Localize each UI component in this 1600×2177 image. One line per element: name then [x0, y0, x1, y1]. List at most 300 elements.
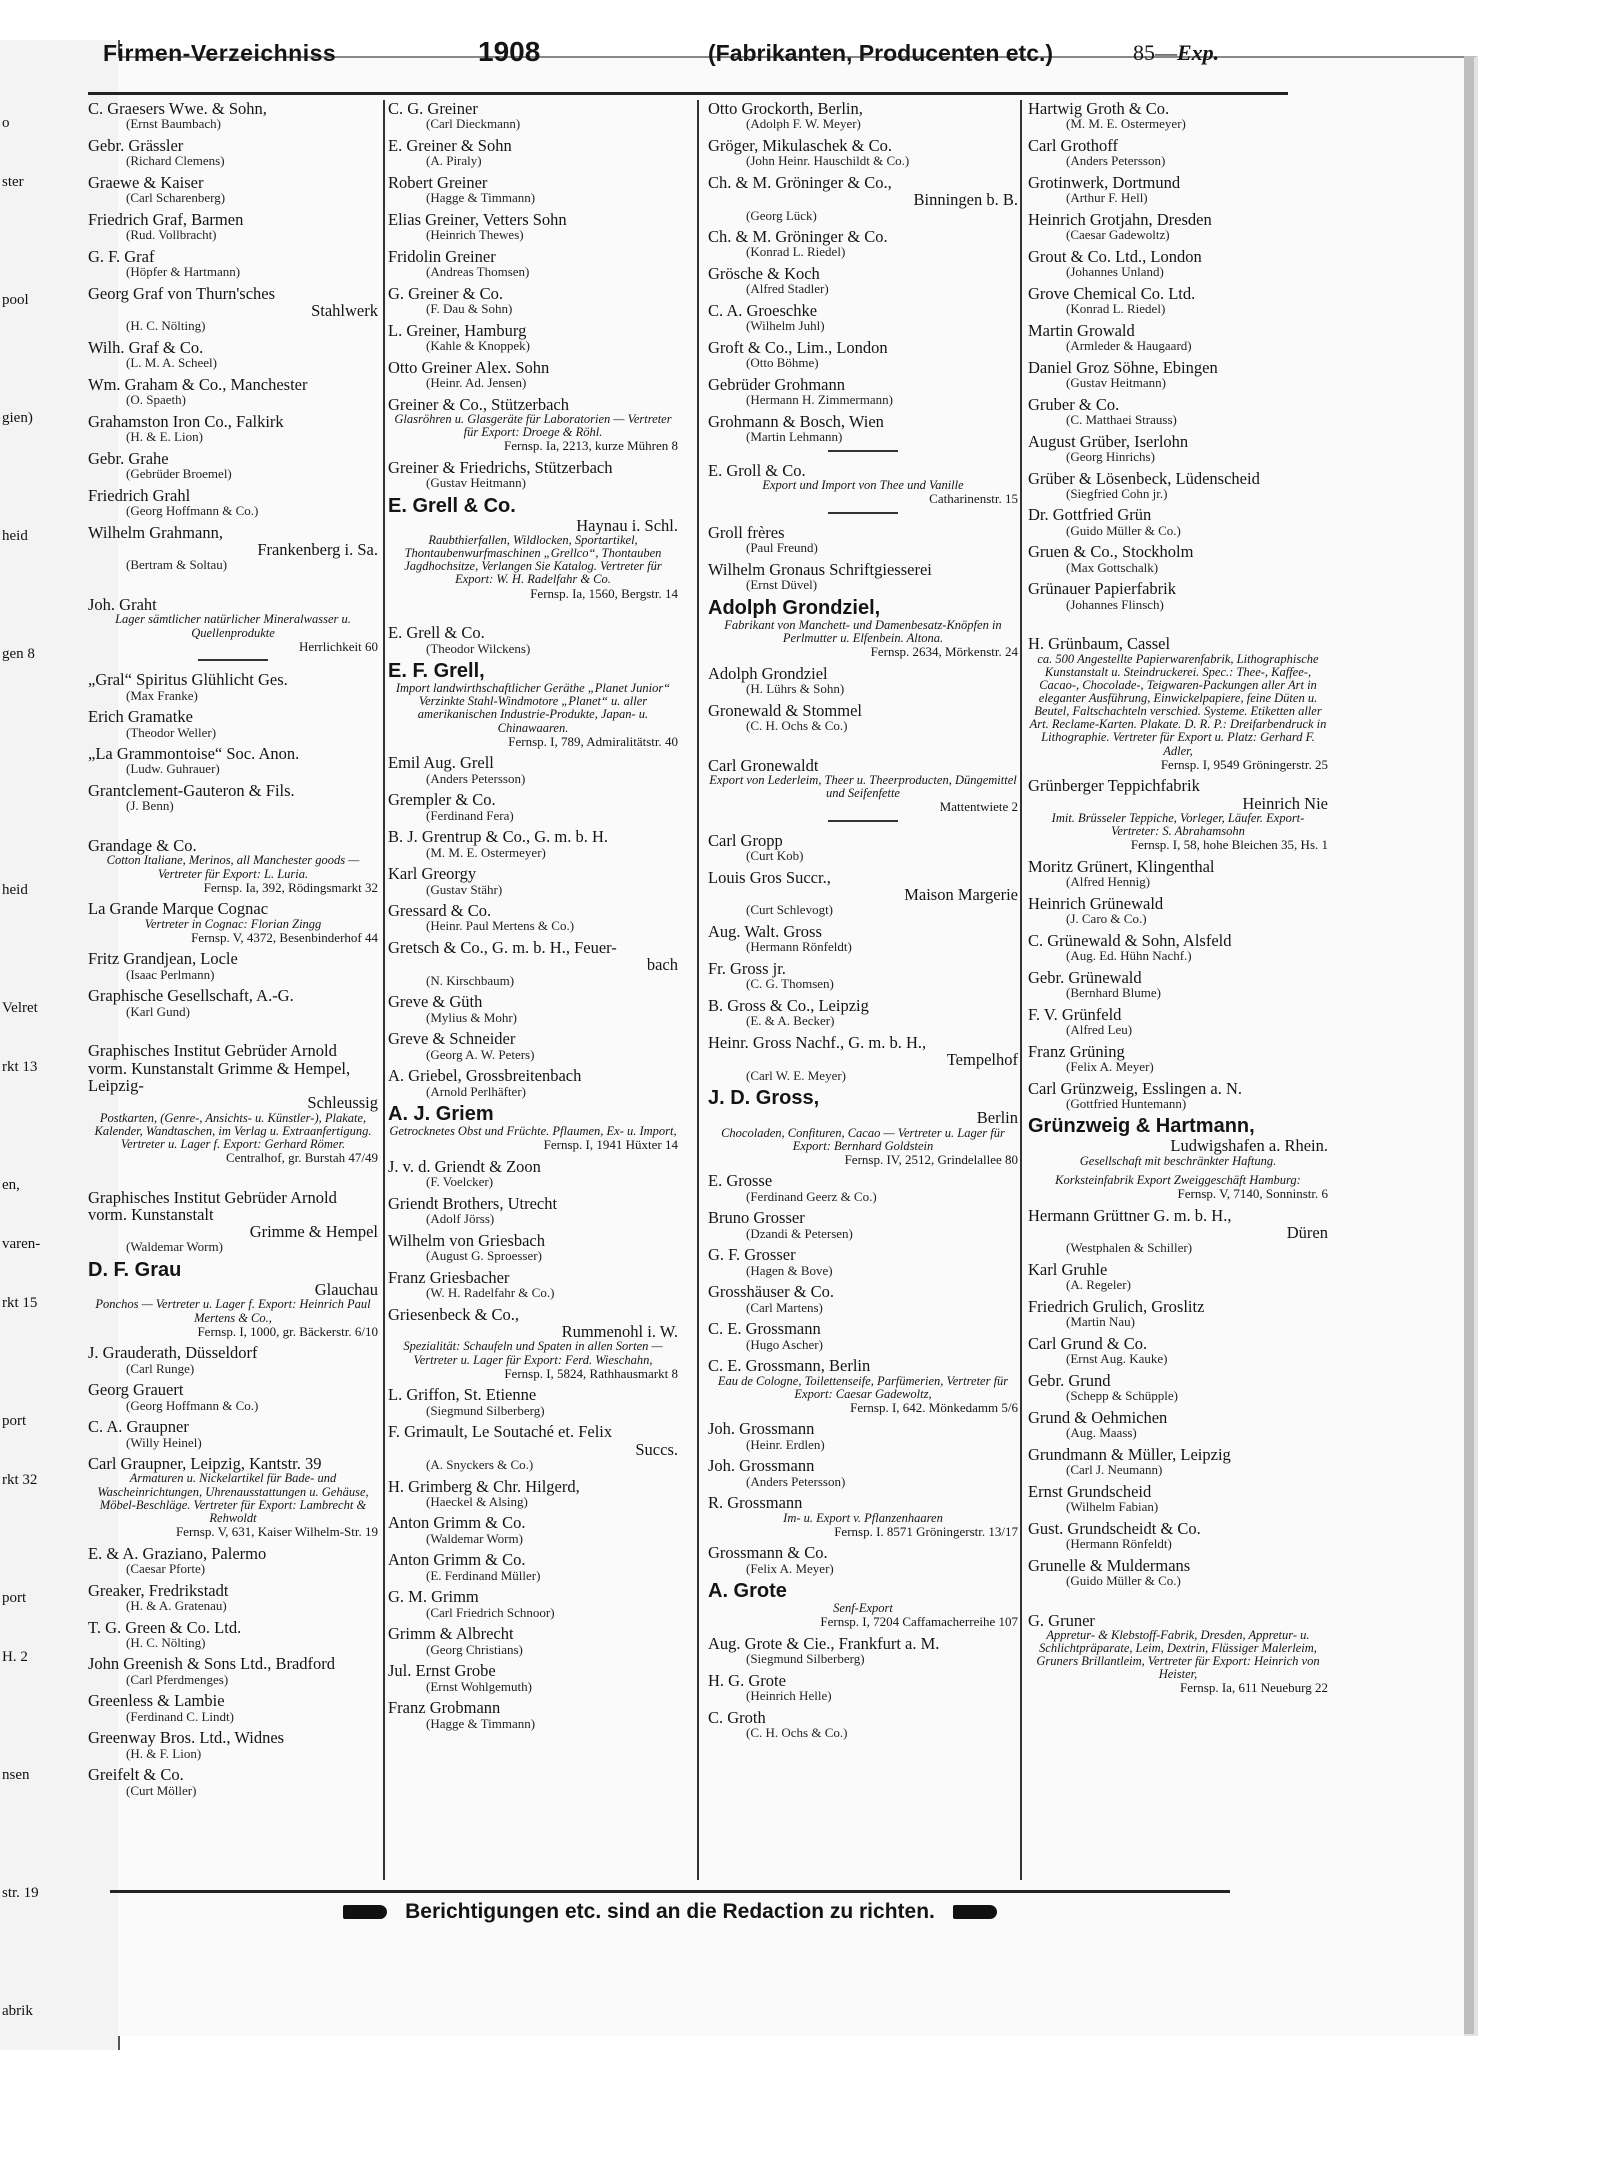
firm-name: L. Griffon, St. Etienne: [388, 1385, 537, 1405]
directory-entry: [388, 248, 678, 279]
firm-name: C. E. Grossmann, Berlin: [708, 1356, 871, 1376]
firm-name: C. A. Groeschke: [708, 301, 818, 321]
firm-name: Groll frères: [708, 522, 785, 542]
representative: (Georg Hoffmann & Co.): [126, 503, 259, 519]
representative: (Heinr. Erdlen): [746, 1436, 825, 1452]
left-page-text: gien): [2, 410, 33, 426]
representative: (M. M. E. Ostermeyer): [1066, 116, 1186, 132]
firm-description: Glasröhren u. Glasgeräte für Laboratorien — Vertreter für Export: Droege & Röhl.: [394, 411, 672, 440]
directory-entry: [708, 1672, 1018, 1703]
directory-entry: [88, 1619, 378, 1650]
directory-entry: [708, 1283, 1018, 1314]
firm-name: Carl Grund & Co.: [1028, 1333, 1148, 1353]
representative: (Hagen & Bove): [746, 1262, 833, 1278]
firm-name: C. Graesers Wwe. & Sohn,: [88, 100, 267, 118]
representative: (Anders Petersson): [426, 770, 526, 786]
directory-entry: [88, 950, 378, 981]
representative: (Carl Runge): [126, 1360, 195, 1376]
representative: (Guido Müller & Co.): [1066, 522, 1181, 538]
pointing-hand-icon: [953, 1905, 997, 1919]
entry-spacer: [1028, 617, 1328, 635]
representative: (Hermann Rönfeldt): [1066, 1535, 1172, 1551]
firm-name: Wilh. Graf & Co.: [88, 338, 204, 358]
representative: (Heinr. Ad. Jensen): [426, 374, 527, 390]
directory-entry: [708, 832, 1018, 863]
directory-entry: [1028, 1409, 1328, 1440]
directory-entry: [88, 339, 378, 370]
directory-entry: [388, 939, 678, 987]
representative: (Alfred Hennig): [1066, 874, 1151, 890]
firm-name: Otto Grockorth, Berlin,: [708, 100, 863, 118]
directory-entry: [88, 137, 378, 168]
representative: (Richard Clemens): [126, 153, 225, 169]
directory-entry: [388, 1662, 678, 1693]
directory-entry: [708, 462, 1018, 506]
directory-entry: [1028, 1557, 1328, 1588]
directory-entry: [1028, 1043, 1328, 1074]
representative: (Arnold Perlhäfter): [426, 1083, 526, 1099]
firm-name: L. Greiner, Hamburg: [388, 320, 527, 340]
representative: (Curt Möller): [126, 1782, 197, 1798]
representative: (A. Snyckers & Co.): [426, 1456, 534, 1472]
firm-name: G. Gruner: [1028, 1610, 1095, 1630]
firm-name: F. V. Grünfeld: [1028, 1004, 1122, 1024]
firm-name: Greaker, Fredrikstadt: [88, 1580, 229, 1600]
firm-address: Fernsp. I, 642. Mönkedamm 5/6: [850, 1399, 1018, 1415]
directory-entry: [1028, 1446, 1328, 1477]
firm-location: Stahlwerk: [311, 301, 378, 321]
firm-address: Fernsp. I, 5824, Rathhausmarkt 8: [504, 1365, 678, 1381]
directory-entry: [708, 1209, 1018, 1240]
firm-name: Gretsch & Co., G. m. b. H., Feuer-: [388, 938, 617, 958]
left-page-text: gen 8: [2, 646, 35, 662]
directory-entry: [1028, 100, 1328, 131]
directory-entry: [1028, 470, 1328, 501]
firm-location: Succs.: [635, 1439, 678, 1459]
firm-name: Fridolin Greiner: [388, 246, 496, 266]
representative: (Gustav Stähr): [426, 881, 503, 897]
directory-entry: [388, 1514, 678, 1545]
firm-name: Grossmann & Co.: [708, 1543, 828, 1563]
representative: (A. Regeler): [1066, 1277, 1131, 1293]
directory-entry: [1028, 895, 1328, 926]
representative: (Georg Hoffmann & Co.): [126, 1397, 259, 1413]
firm-name: C. Groth: [708, 1708, 766, 1727]
firm-name: Greiner & Co., Stützerbach: [388, 394, 569, 414]
firm-name: August Grüber, Iserlohn: [1028, 431, 1189, 451]
firm-name: Ernst Grundscheid: [1028, 1481, 1152, 1501]
representative: (Martin Lehmann): [746, 429, 843, 445]
representative: (N. Kirschbaum): [426, 972, 515, 988]
directory-entry: [708, 1320, 1018, 1351]
left-page-text: abrik: [2, 2003, 33, 2019]
representative: (Georg Christians): [426, 1641, 523, 1657]
firm-name: Martin Growald: [1028, 320, 1135, 340]
representative: (Westphalen & Schiller): [1066, 1240, 1193, 1256]
firm-name: R. Grossmann: [708, 1493, 803, 1513]
representative: (Johannes Unland): [1066, 264, 1164, 280]
directory-entry: [708, 997, 1018, 1028]
representative: (Georg Hinrichs): [1066, 448, 1155, 464]
representative: (Konrad L. Riedel): [746, 244, 846, 260]
firm-location: Haynau i. Schl.: [576, 515, 678, 535]
firm-address: Fernsp. I, 1941 Hüxter 14: [543, 1137, 678, 1153]
representative: (H. & A. Gratenau): [126, 1597, 227, 1613]
firm-name: Friedrich Grulich, Groslitz: [1028, 1296, 1205, 1316]
firm-description: Ponchos — Vertreter u. Lager f. Export: Heinrich Paul Mertens & Co.,: [95, 1297, 371, 1325]
representative: (Willy Heinel): [126, 1434, 202, 1450]
firm-description: Getrocknetes Obst und Früchte. Pflaumen, Ex- u. Import,: [389, 1124, 677, 1139]
firm-description: Korksteinfabrik Export Zweiggeschäft Hamburg:: [1055, 1172, 1301, 1187]
directory-entry: [88, 1344, 378, 1375]
firm-name: Jul. Ernst Grobe: [388, 1661, 496, 1681]
firm-name: Carl Graupner, Leipzig, Kantstr. 39: [88, 1454, 322, 1474]
firm-name: Grünberger Teppichfabrik: [1028, 776, 1200, 796]
firm-address: Mattentwiete 2: [939, 799, 1018, 815]
page-edge: [1464, 56, 1474, 2034]
firm-name-bold: Grünzweig & Hartmann,: [1028, 1115, 1255, 1138]
firm-name: La Grande Marque Cognac: [88, 899, 269, 919]
representative: (Alfred Leu): [1066, 1021, 1133, 1037]
representative: (Rud. Vollbracht): [126, 227, 217, 243]
firm-name: Joh. Graht: [88, 595, 157, 615]
firm-location: Tempelhof: [946, 1050, 1018, 1070]
directory-entry: [388, 624, 678, 655]
firm-location: Düren: [1286, 1223, 1328, 1242]
left-page-text: Velret: [2, 1000, 38, 1016]
column-divider: [1020, 100, 1022, 1880]
firm-name: Aug. Walt. Gross: [708, 922, 822, 942]
directory-entry: [88, 987, 378, 1018]
representative: (Haeckel & Alsing): [426, 1493, 528, 1509]
firm-name: Friedrich Graf, Barmen: [88, 209, 244, 229]
directory-entry: [1028, 543, 1328, 574]
firm-name: H. G. Grote: [708, 1671, 786, 1691]
entry-divider: [828, 512, 898, 514]
firm-address: Fernsp. Ia, 611 Neueburg 22: [1179, 1680, 1328, 1696]
directory-entry: [88, 1655, 378, 1686]
directory-entry: [88, 450, 378, 481]
directory-entry: [1028, 1520, 1328, 1551]
representative: (Carl Pferdmenges): [126, 1671, 229, 1687]
entry-spacer: [88, 1171, 378, 1189]
directory-entry: [708, 1034, 1018, 1082]
directory-entry: [388, 1478, 678, 1509]
firm-name: Heinr. Gross Nachf., G. m. b. H.,: [708, 1032, 927, 1052]
representative: (Siegmund Silberberg): [426, 1402, 545, 1418]
directory-entry: [88, 1455, 378, 1538]
directory-entry: [708, 923, 1018, 954]
firm-description: Export von Lederleim, Theer u. Theerproducten, Düngemittel und Seifenfette: [709, 772, 1017, 801]
directory-entry: [708, 1457, 1018, 1488]
directory-entry: [708, 265, 1018, 296]
representative: (Armleder & Haugaard): [1066, 338, 1192, 354]
firm-name: Graphisches Institut Gebrüder Arnold vorm. Kunstanstalt: [88, 1187, 337, 1224]
firm-name: C. A. Graupner: [88, 1417, 189, 1437]
directory-entry: [1028, 137, 1328, 168]
directory-entry: [88, 1545, 378, 1576]
representative: (Andreas Thomsen): [426, 264, 530, 280]
firm-name: E. Greiner & Sohn: [388, 135, 512, 155]
entry-divider: [828, 820, 898, 822]
representative: (Waldemar Worm): [126, 1239, 223, 1255]
left-page-text: heid: [2, 528, 28, 544]
representative: (Konrad L. Riedel): [1066, 301, 1166, 317]
directory-entry: [388, 1232, 678, 1263]
directory-entry: [1028, 1483, 1328, 1514]
directory-entry: [1028, 932, 1328, 963]
directory-columns: [88, 100, 1328, 1880]
representative: (Gustav Heitmann): [426, 475, 527, 491]
directory-entry: [88, 211, 378, 242]
firm-name: Gruen & Co., Stockholm: [1028, 542, 1194, 562]
firm-name: Grünauer Papierfabrik: [1028, 579, 1176, 599]
firm-name: Hartwig Groth & Co.: [1028, 100, 1170, 118]
firm-name: Carl Gropp: [708, 830, 783, 850]
representative: (Mylius & Mohr): [426, 1009, 517, 1025]
directory-entry: [1028, 1261, 1328, 1292]
directory-entry: [88, 1766, 378, 1797]
directory-entry: [1028, 969, 1328, 1000]
firm-name: C. Grünewald & Sohn, Alsfeld: [1028, 930, 1232, 950]
firm-description: ca. 500 Angestellte Papierwarenfabrik, Lithographische Kunstanstalt u. Steindruckerei. Spec.: Thee-, Kaffee-, Cacao-, Chocolade-, Teigwaren-Packungen aller Art in eleganter Ausführung, Einwickelpapiere, feine Düten u. Beutel, Faltschachteln verschied. Systeme. Etiketten aller Art. Reclame-Karten. Plakate. D. R. P.: Dreifarbendruck in Lithographie. Vertreter für Export u. Platz: Gerhard F. Adler,: [1029, 651, 1327, 758]
representative: (Wilhelm Juhl): [746, 318, 825, 334]
directory-entry: [88, 837, 378, 894]
directory-entry: [88, 248, 378, 279]
directory-entry: [388, 211, 678, 242]
firm-name: Grout & Co. Ltd., London: [1028, 246, 1202, 266]
representative: (Max Franke): [126, 687, 198, 703]
directory-entry: [388, 137, 678, 168]
entry-spacer: [88, 1024, 378, 1042]
firm-name: Graphische Gesellschaft, A.-G.: [88, 986, 294, 1006]
representative: (Gustav Heitmann): [1066, 374, 1167, 390]
firm-description: Gesellschaft mit beschränkter Haftung.: [1079, 1153, 1277, 1168]
directory-entry: [388, 1104, 678, 1152]
representative: (Aug. Ed. Hühn Nachf.): [1066, 948, 1192, 964]
representative: (Ferdinand C. Lindt): [126, 1708, 234, 1724]
firm-name: Gressard & Co.: [388, 901, 492, 921]
column-1: [88, 100, 378, 1880]
firm-address: Fernsp. V, 7140, Sonninstr. 6: [1177, 1186, 1328, 1202]
representative: (Arthur F. Hell): [1066, 190, 1148, 206]
firm-location: Heinrich Nie: [1242, 793, 1328, 813]
directory-entry: [88, 174, 378, 205]
directory-entry: [708, 100, 1018, 131]
directory-entry: [88, 413, 378, 444]
firm-name: Grotinwerk, Dortmund: [1028, 172, 1181, 192]
representative: (O. Spaeth): [126, 392, 186, 408]
representative: (Anders Petersson): [746, 1473, 846, 1489]
firm-name: John Greenish & Sons Ltd., Bradford: [88, 1654, 336, 1674]
firm-name: Robert Greiner: [388, 172, 488, 192]
representative: (F. Voelcker): [426, 1174, 494, 1190]
header-category: (Fabrikanten, Producenten etc.): [708, 40, 1054, 66]
representative: (Karl Gund): [126, 1003, 190, 1019]
representative: (Georg Lück): [746, 207, 817, 223]
representative: (Carl Martens): [746, 1299, 823, 1315]
directory-entry: [1028, 1006, 1328, 1037]
directory-entry: [708, 1420, 1018, 1451]
firm-name: Joh. Grossmann: [708, 1456, 815, 1476]
entry-divider: [828, 450, 898, 452]
representative: (Ferdinand Geerz & Co.): [746, 1188, 877, 1204]
firm-name: Ch. & M. Gröninger & Co.,: [708, 172, 892, 192]
directory-entry: [1028, 580, 1328, 611]
firm-description: Senf-Export: [833, 1601, 893, 1616]
column-2: [388, 100, 678, 1880]
directory-entry: [388, 993, 678, 1024]
firm-name: Bruno Grosser: [708, 1208, 805, 1228]
directory-entry: [1028, 1207, 1328, 1255]
entry-spacer: [708, 739, 1018, 757]
directory-entry: [1028, 858, 1328, 889]
representative: (Ludw. Guhrauer): [126, 761, 220, 777]
directory-entry: [1028, 1174, 1328, 1201]
representative: (Otto Böhme): [746, 355, 819, 371]
directory-entry: [1028, 1335, 1328, 1366]
directory-entry: [88, 524, 378, 572]
firm-address: Fernsp. Ia, 1560, Bergstr. 14: [530, 585, 678, 601]
firm-address: Fernsp. I. 8571 Gröningerstr. 13/17: [834, 1523, 1018, 1539]
firm-name: Groft & Co., Lim., London: [708, 338, 888, 358]
firm-description: Armaturen u. Nickelartikel für Bade- und Wascheinrichtungen, Uhrenausstattungen u. Gehäuse, Möbel-Beschläge. Vertreter für Export: Lambrecht & Rehwoldt: [97, 1471, 369, 1525]
left-page-text: rkt 13: [2, 1059, 38, 1075]
directory-entry: [388, 865, 678, 896]
firm-description: Cotton Italiane, Merinos, all Manchester goods — Vertreter für Export: L. Luria.: [106, 853, 360, 881]
left-page-text: str. 19: [2, 1885, 39, 1901]
representative: (Felix A. Meyer): [746, 1560, 834, 1576]
representative: (M. M. E. Ostermeyer): [426, 844, 546, 860]
directory-entry: [388, 1551, 678, 1582]
firm-name: T. G. Green & Co. Ltd.: [88, 1617, 242, 1637]
representative: (Isaac Perlmann): [126, 966, 215, 982]
firm-name: H. Grünbaum, Cassel: [1028, 634, 1171, 654]
left-page-text: port: [2, 1590, 27, 1606]
firm-location: Binningen b. B.: [913, 190, 1018, 210]
firm-name: Grohmann & Bosch, Wien: [708, 411, 884, 431]
firm-description: Fabrikant von Manchett- und Damenbesatz-Knöpfen in Perlmutter u. Elfenbein. Altona.: [724, 617, 1002, 645]
representative: (Anders Petersson): [1066, 153, 1166, 169]
directory-entry: [388, 1067, 678, 1098]
directory-entry: [708, 1246, 1018, 1277]
directory-entry: [708, 1357, 1018, 1414]
firm-name-bold: A. Grote: [708, 1580, 787, 1603]
firm-name: Karl Gruhle: [1028, 1259, 1108, 1279]
representative: (Curt Schlevogt): [746, 902, 834, 918]
directory-entry: [1028, 322, 1328, 353]
firm-name: B. J. Grentrup & Co., G. m. b. H.: [388, 827, 608, 847]
representative: (Hagge & Timmann): [426, 1715, 536, 1731]
firm-address: Catharinenstr. 15: [929, 491, 1018, 507]
firm-name: Anton Grimm & Co.: [388, 1550, 526, 1570]
firm-location: Maison Margerie: [904, 885, 1018, 905]
representative: (Schepp & Schüpple): [1066, 1388, 1178, 1404]
representative: (L. M. A. Scheel): [126, 355, 217, 371]
directory-entry: [1028, 285, 1328, 316]
firm-name: J. v. d. Griendt & Zoon: [388, 1156, 541, 1176]
representative: (Caesar Pforte): [126, 1560, 206, 1576]
directory-entry: [88, 900, 378, 944]
firm-name: Grund & Oehmichen: [1028, 1407, 1168, 1427]
firm-name: Greifelt & Co.: [88, 1765, 184, 1785]
directory-entry: [88, 1189, 378, 1255]
firm-name: Karl Greorgy: [388, 864, 477, 884]
representative: (H. Lührs & Sohn): [746, 681, 845, 697]
firm-name: Grove Chemical Co. Ltd.: [1028, 283, 1196, 303]
firm-address: Fernsp. I, 1000, gr. Bäckerstr. 6/10: [197, 1323, 378, 1339]
left-page-text: rkt 32: [2, 1472, 38, 1488]
firm-name: „Gral“ Spiritus Glühlicht Ges.: [88, 670, 288, 690]
directory-entry: [388, 1195, 678, 1226]
column-4: [1028, 100, 1328, 1880]
firm-name: Carl Gronewaldt: [708, 755, 819, 775]
directory-entry: [708, 1172, 1018, 1203]
firm-name: Heinrich Grünewald: [1028, 893, 1164, 913]
directory-entry: [88, 1381, 378, 1412]
directory-entry: [708, 561, 1018, 592]
representative: (Adolph F. W. Meyer): [746, 116, 861, 132]
firm-name: Graphisches Institut Gebrüder Arnold vorm. Kunstanstalt Grimme & Hempel, Leipzig-: [88, 1041, 351, 1095]
representative: (Gebrüder Broemel): [126, 466, 232, 482]
firm-name: Grimm & Albrecht: [388, 1624, 514, 1644]
directory-entry: [88, 376, 378, 407]
representative: (Siegmund Silberberg): [746, 1651, 865, 1667]
left-page-text: ster: [2, 174, 24, 190]
directory-entry: [708, 1088, 1018, 1166]
directory-entry: [1028, 635, 1328, 771]
representative: (C. Matthaei Strauss): [1066, 411, 1177, 427]
firm-location: Ludwigshafen a. Rhein.: [1170, 1136, 1328, 1156]
firm-name: Anton Grimm & Co.: [388, 1513, 526, 1533]
directory-entry: [388, 791, 678, 822]
directory-entry: [388, 1625, 678, 1656]
directory-entry: [708, 413, 1018, 444]
firm-name: E. Grell & Co.: [388, 623, 485, 643]
representative: (Ernst Aug. Kauke): [1066, 1351, 1168, 1367]
firm-location: Glauchau: [314, 1280, 378, 1300]
column-3: [708, 100, 1018, 1880]
firm-name: Grosshäuser & Co.: [708, 1282, 835, 1302]
representative: (Heinr. Paul Mertens & Co.): [426, 918, 575, 934]
firm-name: Wilhelm Grahmann,: [88, 522, 223, 542]
firm-name: Carl Grünzweig, Esslingen a. N.: [1028, 1078, 1242, 1098]
representative: (Dzandi & Petersen): [746, 1225, 853, 1241]
representative: (Ernst Düvel): [746, 577, 818, 593]
firm-name: E. Grosse: [708, 1171, 773, 1191]
firm-name: H. Grimberg & Chr. Hilgerd,: [388, 1476, 580, 1496]
firm-name: E. Groll & Co.: [708, 460, 806, 480]
directory-entry: [708, 228, 1018, 259]
directory-entry: [708, 1544, 1018, 1575]
representative: (Ernst Wohlgemuth): [426, 1678, 532, 1694]
firm-name: Greenless & Lambie: [88, 1691, 225, 1711]
left-page-text: heid: [2, 882, 28, 898]
firm-name: B. Gross & Co., Leipzig: [708, 996, 869, 1015]
representative: (Carl Scharenberg): [126, 190, 226, 206]
directory-entry: [88, 1729, 378, 1760]
firm-description: Import landwirthschaftlicher Geräthe „Planet Junior“ Verzinkte Stahl-Windmotore „Planet“ u. aller amerikanischen Industrie-Produkte, Japan- u. Chinawaaren.: [395, 681, 671, 735]
directory-entry: [708, 339, 1018, 370]
representative: (H. & F. Lion): [126, 1745, 202, 1761]
firm-name-bold: J. D. Gross,: [708, 1087, 820, 1110]
directory-entry: [708, 1635, 1018, 1666]
representative: (Alfred Stadler): [746, 281, 829, 297]
directory-entry: [88, 1042, 378, 1164]
firm-description: Vertreter in Cognac: Florian Zingg: [144, 916, 322, 931]
firm-location: Rummenohl i. W.: [561, 1322, 678, 1342]
representative: (H. C. Nölting): [126, 1634, 206, 1650]
